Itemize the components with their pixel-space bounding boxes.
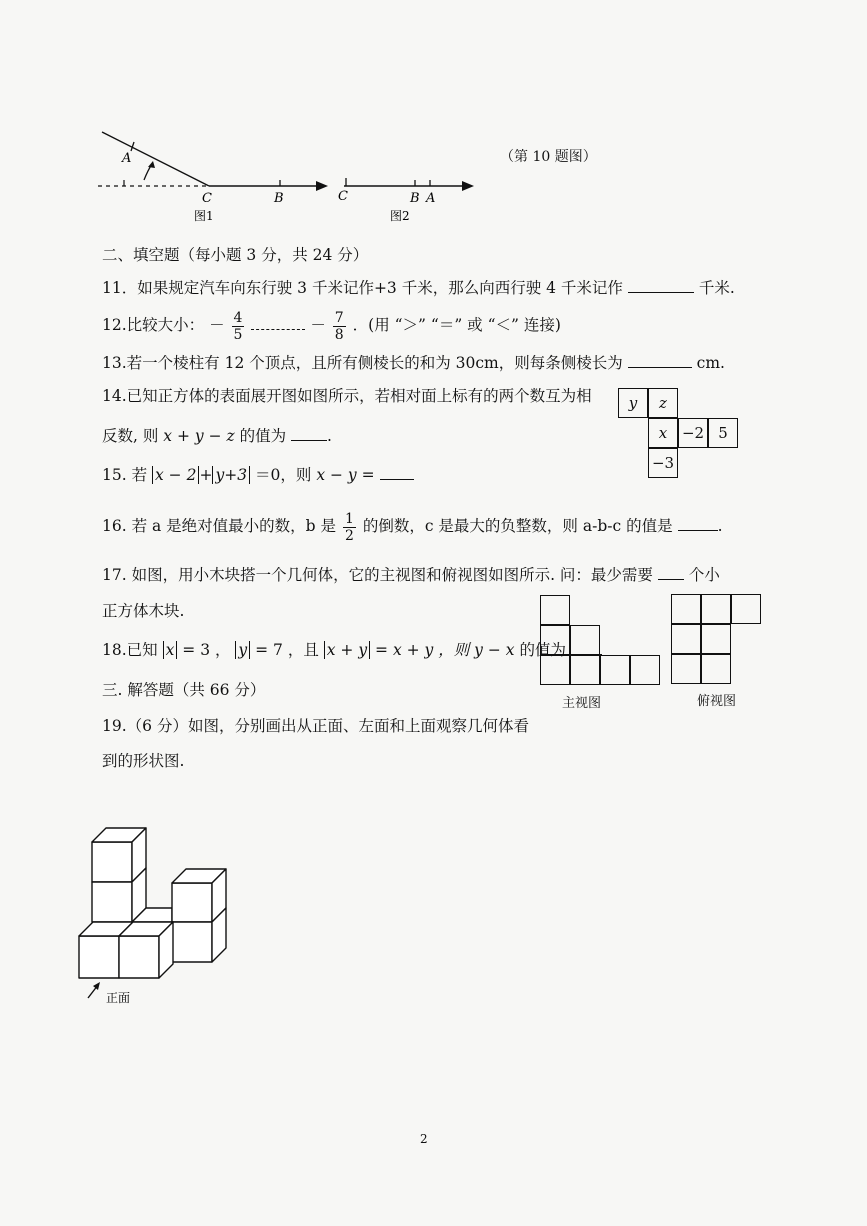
q17-answer-blank: [658, 563, 684, 580]
fig2-point-a: A: [426, 191, 436, 206]
q15-plus: +: [199, 466, 213, 484]
q12-fraction-1-den: 5: [233, 326, 243, 343]
q15-eq: ＝0，则: [255, 466, 312, 484]
top-view-grid: [671, 594, 763, 686]
q12-neg-2: －: [310, 316, 326, 334]
fig1-point-a: A: [122, 151, 132, 166]
q16-fraction-den: 2: [344, 527, 354, 544]
question-16: [102, 508, 723, 544]
question-14-line1: 14.已知正方体的表面展开图如图所示，若相对面上标有的两个数互为相: [102, 387, 592, 405]
q18-abs-x: x: [163, 641, 178, 659]
q18-abs-y: y: [235, 641, 250, 659]
q16-pre: 16. 若 a 是绝对值最小的数，b 是: [102, 517, 337, 535]
fig1-rotation-arrowhead: [148, 161, 155, 168]
front-cell: [600, 655, 630, 685]
question-11: [102, 276, 735, 299]
question-17-line1: [102, 563, 720, 586]
net-cell-y: y: [618, 388, 648, 418]
front-view-caption: 主视图: [562, 696, 602, 711]
fig1-point-c: C: [202, 191, 212, 206]
q17-line1-end: 个小: [688, 566, 720, 584]
fig1-point-b: B: [274, 191, 284, 206]
q12-answer-blank: [251, 313, 305, 330]
front-direction-arrowhead: [93, 982, 100, 990]
q18-eq3: = x + y ，则: [375, 641, 470, 659]
question-19-line2: 到的形状图.: [102, 752, 185, 770]
front-label: 正面: [106, 991, 131, 1005]
q15-abs-1: x − 2: [152, 466, 199, 484]
q15-prefix: 15. 若: [102, 466, 148, 484]
q12-prefix: 12.比较大小：: [102, 316, 205, 334]
top-cell: [671, 654, 701, 684]
top-cell: [701, 654, 731, 684]
cube-net: [618, 388, 748, 488]
q14-period: .: [327, 427, 332, 445]
q12-fraction-1-num: 4: [233, 309, 243, 326]
q12-fraction-2: [333, 310, 346, 343]
net-cell-neg2: −2: [678, 418, 708, 448]
net-cell-5: 5: [708, 418, 738, 448]
fig2-point-b: B: [410, 191, 420, 206]
question-17-line2: 正方体木块.: [102, 602, 185, 620]
top-cell: [671, 624, 701, 654]
top-cell: [701, 594, 731, 624]
q19-cube-stack: [70, 820, 250, 1010]
q18-eq2: = 7 ，且: [255, 641, 319, 659]
fig2-point-c: C: [338, 189, 348, 204]
section2-heading: 二、填空题（每小题 3 分，共 24 分）: [102, 246, 369, 264]
net-cell-z: z: [648, 388, 678, 418]
q10-figure: [90, 120, 510, 230]
q12-neg-1: －: [209, 316, 225, 334]
q18-post: 的值为: [519, 641, 566, 659]
page-number: 2: [420, 1132, 428, 1146]
question-18: [102, 638, 602, 661]
q16-post: 的倒数，c 是最大的负整数，则 a-b-c 的值是: [362, 517, 673, 535]
top-cell: [701, 624, 731, 654]
question-13: [102, 351, 725, 374]
fig10-caption: （第 10 题图）: [500, 149, 597, 165]
net-cell-neg3: −3: [648, 448, 678, 478]
q14-expression: x + y − z: [163, 427, 235, 445]
q14-answer-blank: [291, 424, 327, 441]
net-cell-x: x: [648, 418, 678, 448]
q16-fraction-num: 1: [344, 510, 354, 527]
top-cell: [731, 594, 761, 624]
fig2-arrowhead: [462, 181, 474, 191]
q15-answer-blank: [380, 463, 414, 480]
q17-line1: 17. 如图，用小木块搭一个几何体，它的主视图和俯视图如图所示. 问：最少需要: [102, 566, 653, 584]
question-19-line1: 19.（6 分）如图，分别画出从正面、左面和上面观察几何体看: [102, 717, 529, 735]
question-15: [102, 463, 414, 486]
section3-heading: 三. 解答题（共 66 分）: [102, 681, 266, 699]
question-14-line2: [102, 424, 332, 447]
q14-line2-post: 的值为: [239, 427, 287, 445]
q11-suffix: 千米.: [698, 279, 735, 297]
q18-expression: y − x: [474, 641, 515, 659]
q16-answer-blank: [678, 514, 718, 531]
fig1-label: 图1: [194, 209, 214, 223]
q12-fraction-2-num: 7: [334, 309, 344, 326]
top-cell: [671, 594, 701, 624]
q11-answer-blank: [628, 276, 694, 293]
q18-pre: 18.已知: [102, 641, 158, 659]
q15-expression: x − y =: [316, 466, 375, 484]
q13-text: 13.若一个棱柱有 12 个顶点，且所有侧棱长的和为 30cm，则每条侧棱长为: [102, 354, 623, 372]
fig1-arrowhead: [316, 181, 328, 191]
q18-abs-xy: x + y: [324, 641, 370, 659]
q12-fraction-1: [232, 310, 245, 343]
fig2-label: 图2: [390, 209, 410, 223]
top-view-caption: 俯视图: [697, 694, 737, 709]
front-cell: [630, 655, 660, 685]
q12-fraction-2-den: 8: [334, 326, 344, 343]
q14-line2-pre: 反数, 则: [102, 427, 159, 445]
question-12: [102, 307, 561, 343]
q13-answer-blank: [628, 351, 692, 368]
q11-text: 11．如果规定汽车向东行驶 3 千米记作+3 千米，那么向西行驶 4 千米记作: [102, 279, 623, 297]
q12-suffix: ．(用 “＞” “＝” 或 “＜” 连接): [352, 316, 561, 334]
q18-answer-blank: [566, 638, 602, 655]
q13-suffix: cm.: [696, 354, 725, 372]
q16-fraction: [343, 511, 356, 544]
q15-abs-2: y+3: [212, 466, 250, 484]
q16-end: .: [717, 517, 723, 535]
front-cell: [540, 595, 570, 625]
fig1-slanted-segment: [102, 132, 209, 186]
q18-eq1: = 3 ，: [182, 641, 231, 659]
